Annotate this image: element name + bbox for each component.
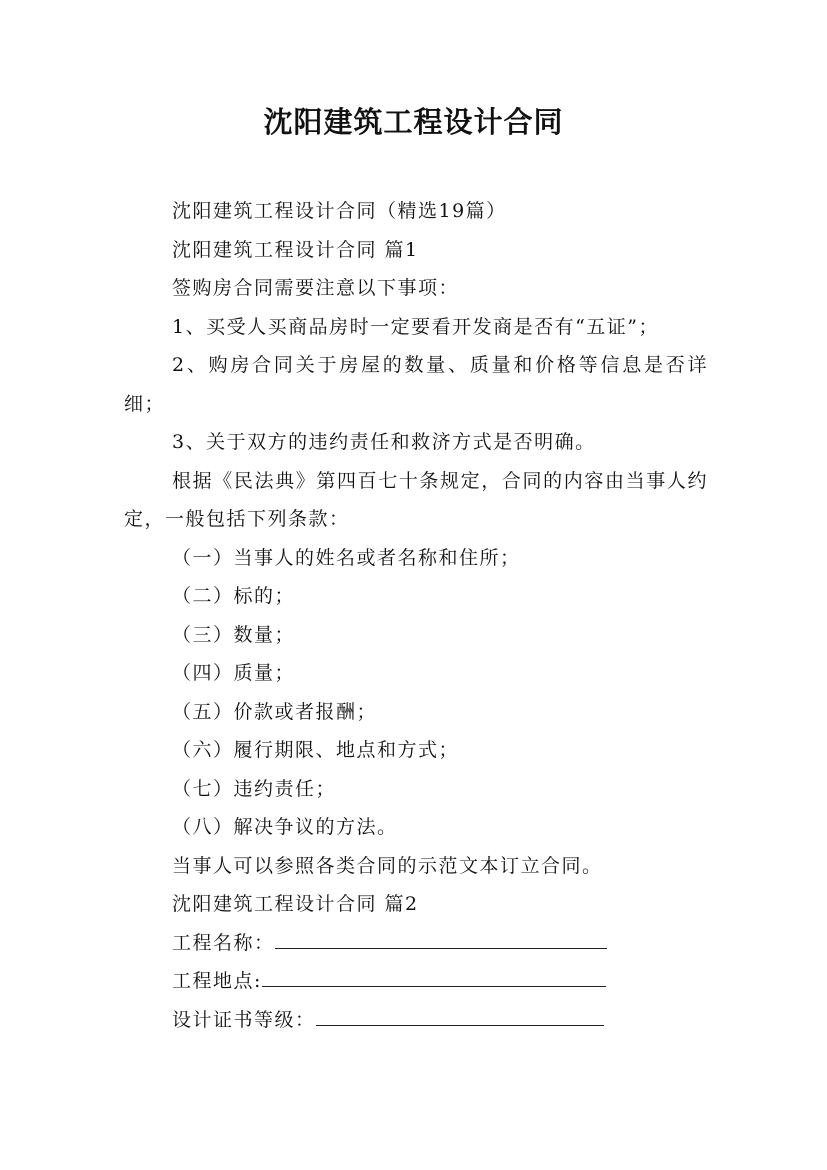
clause-item-3: （三）数量； [172,623,296,646]
clause-item-6: （六）履行期限、地点和方式； [172,739,460,761]
paragraph-collection-title: 沈阳建筑工程设计合同（精选19篇） [172,200,507,222]
document-title: 沈阳建筑工程设计合同 [263,105,564,139]
clause-item-8: （八）解决争议的方法。 [172,816,398,838]
fill-in-blank [275,924,607,949]
clause-item-7: （七）违约责任； [172,777,337,800]
paragraph-civil-code: 根据《民法典》第四百七十条规定，合同的内容由当事人约定，一般包括下列条款： [124,469,708,530]
paragraph-section-heading-1: 沈阳建筑工程设计合同 篇1 [172,238,419,261]
clause-item-1: （一）当事人的姓名或者名称和住所； [172,546,521,569]
fill-in-blank [316,1001,604,1026]
field-label: 工程地点: [172,970,262,992]
clause-item-5: （五）价款或者报酬； [172,700,378,723]
paragraph-section-heading-2: 沈阳建筑工程设计合同 篇2 [172,893,419,915]
clause-item-4: （四）质量； [172,662,296,684]
clause-item-2: （二）标的； [172,585,296,607]
paragraph-notes-intro: 签购房合同需要注意以下事项： [172,277,460,299]
field-project-name [124,924,708,963]
field-label: 设计证书等级： [172,1008,316,1031]
paragraph-model-text: 当事人可以参照各类合同的示范文本订立合同。 [172,854,603,877]
paragraph-note-1: 1、买受人买商品房时一定要看开发商是否有“五证”； [172,315,660,338]
paragraph-note-3: 3、关于双方的违约责任和救济方式是否明确。 [172,431,596,453]
field-label: 工程名称： [172,931,275,954]
document-body [124,192,708,1039]
paragraph-note-2: 2、购房合同关于房屋的数量、质量和价格等信息是否详细； [124,354,708,415]
fill-in-blank [262,962,606,987]
field-project-location [124,962,708,1001]
field-certificate-grade [124,1001,708,1040]
